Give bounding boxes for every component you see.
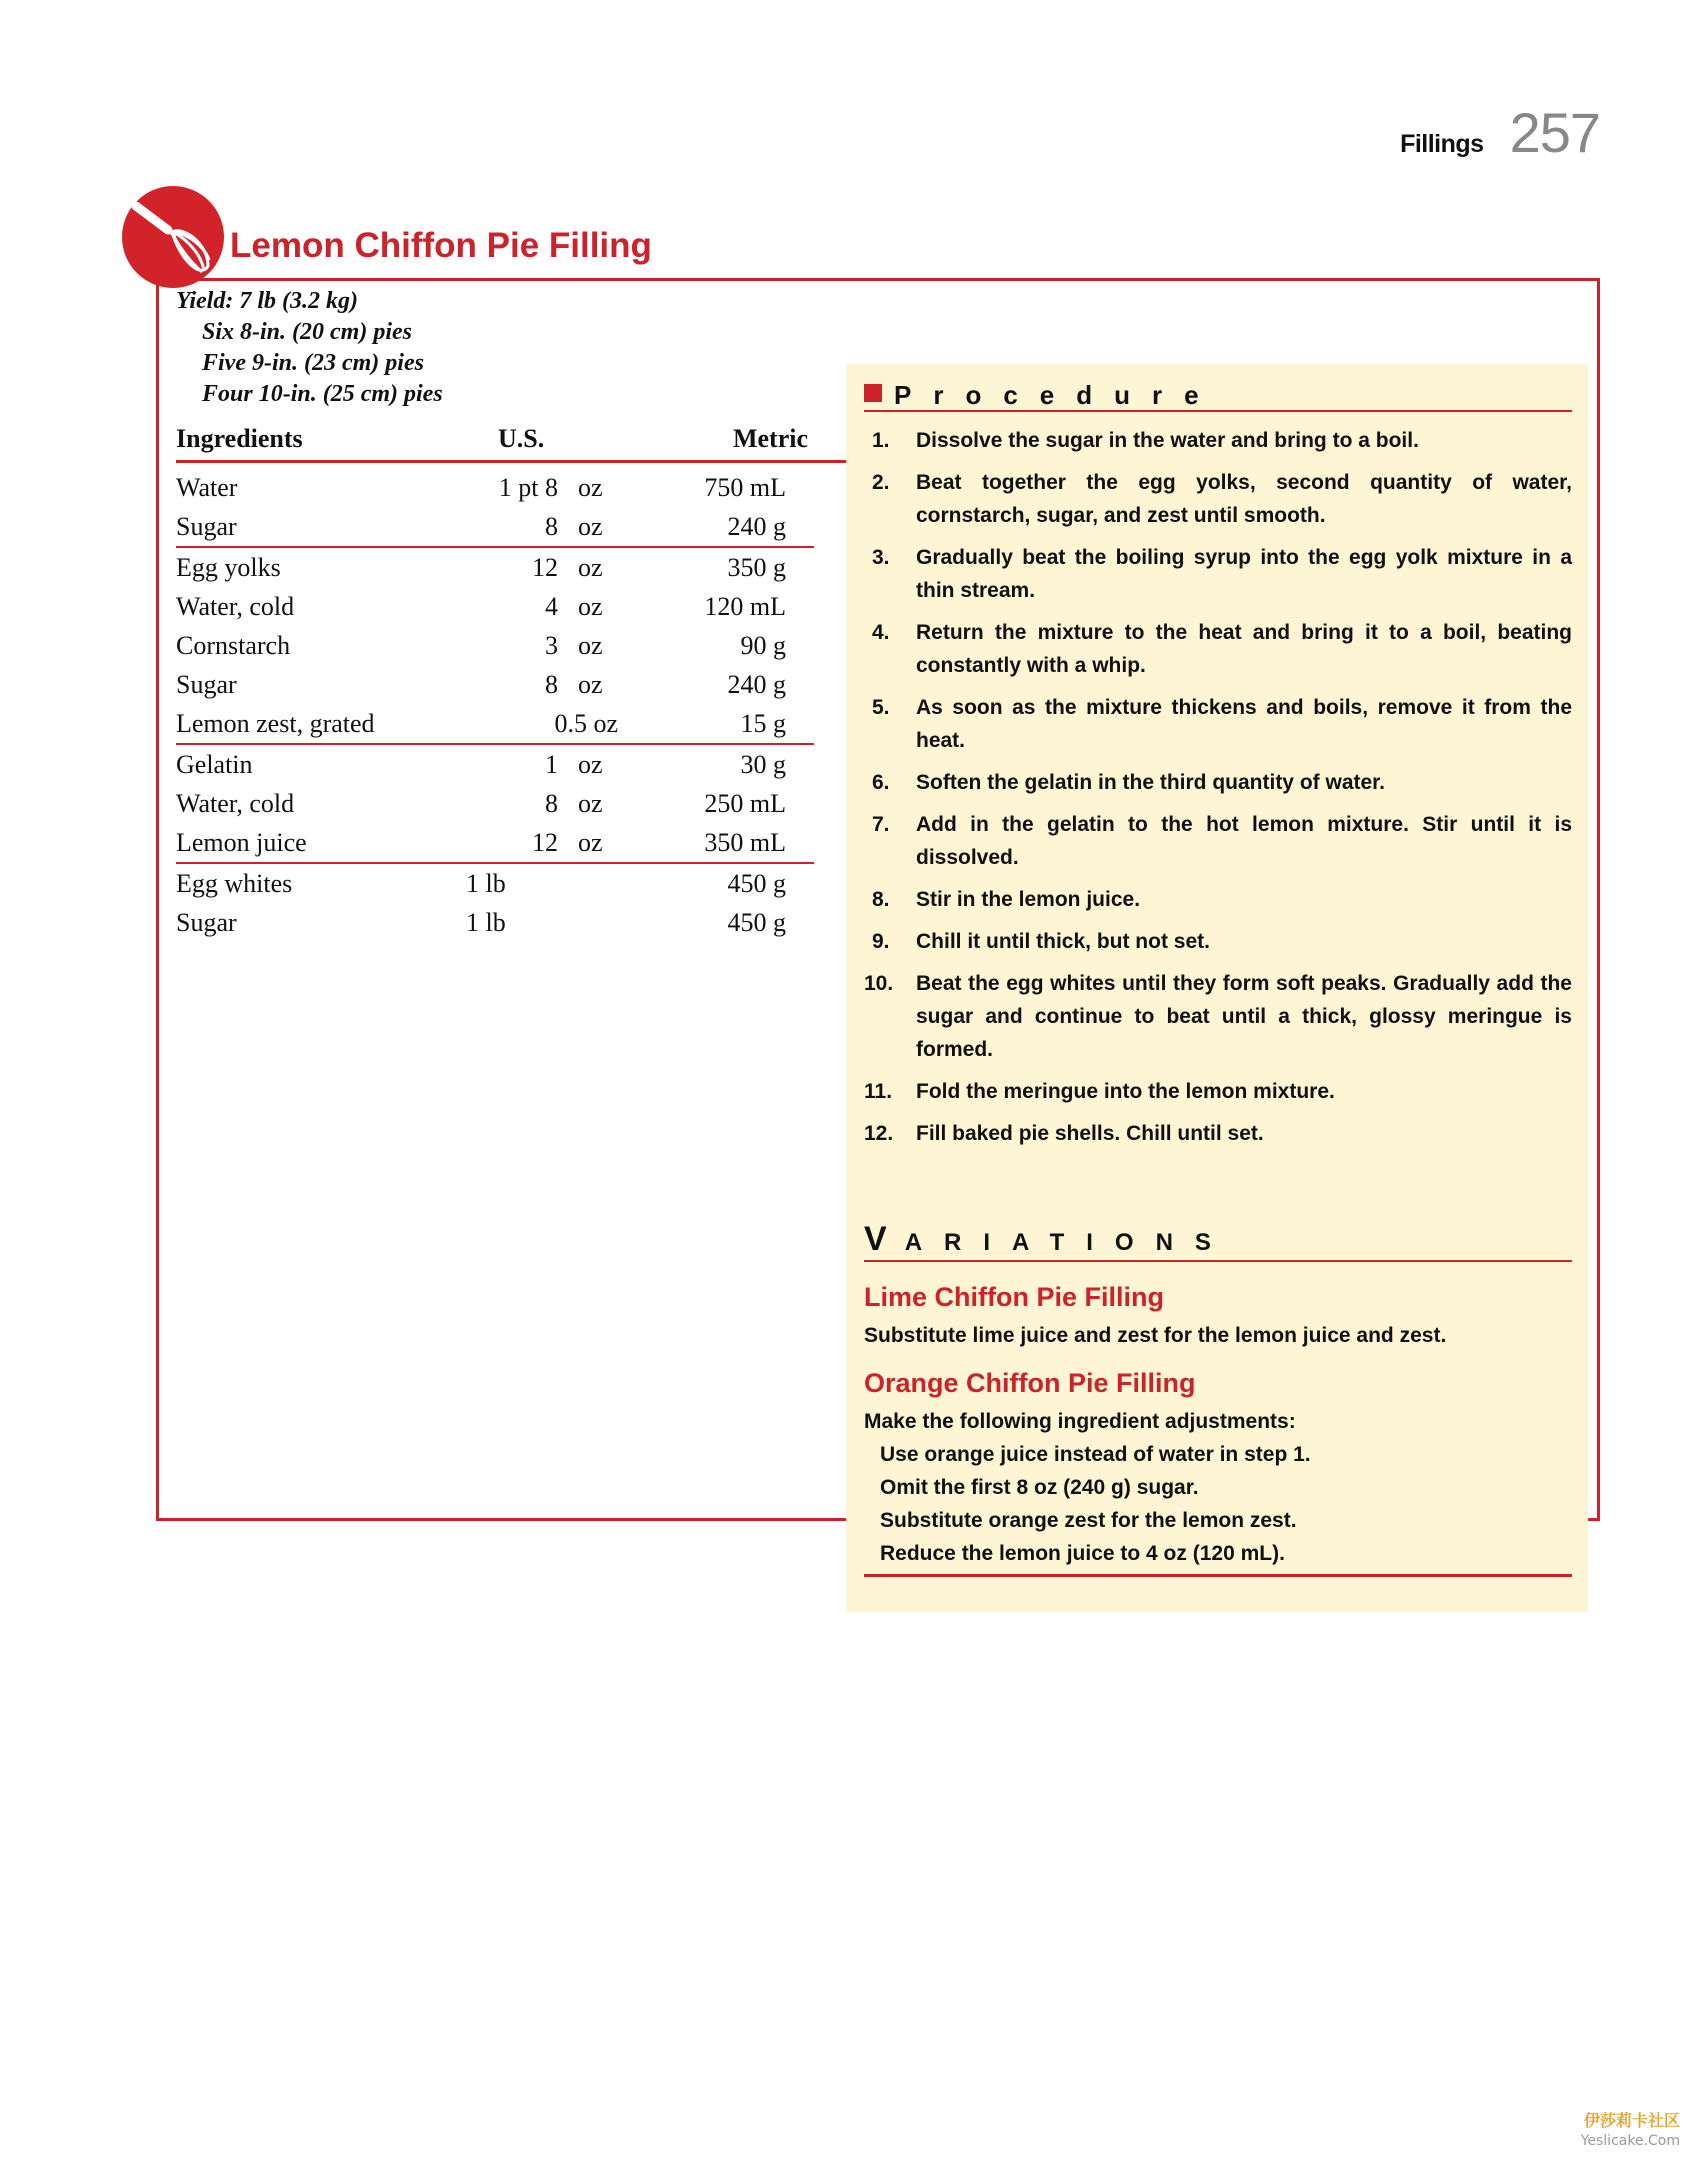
step-text: Add in the gelatin to the hot lemon mixture. Stir until it is dissolved. (916, 813, 1572, 869)
procedure-heading (864, 380, 1572, 412)
variation-title: Lime Chiffon Pie Filling (864, 1282, 1164, 1312)
us-column-header: U.S. (498, 424, 545, 453)
procedure-step (864, 1117, 1572, 1150)
ingredient-name: Egg yolks (176, 553, 281, 582)
ingredients-table (176, 468, 814, 942)
ingredient-name: Sugar (176, 908, 237, 937)
ingredient-us-qty: 0.5 oz (554, 709, 618, 738)
ingredient-metric-qty: 450 g (727, 869, 786, 898)
ingredient-row (176, 704, 814, 745)
step-text: Gradually beat the boiling syrup into the egg yolk mixture in a thin stream. (916, 546, 1572, 602)
step-text: Return the mixture to the heat and bring it to a boil, beating constantly with a whip. (916, 621, 1572, 677)
heading-marker-icon (864, 384, 882, 402)
ingredient-name: Sugar (176, 512, 237, 541)
ingredient-us-qty: 4 (545, 592, 558, 621)
ingredient-name: Sugar (176, 670, 237, 699)
step-text: Soften the gelatin in the third quantity of water. (916, 771, 1386, 794)
ingredient-us-unit: oz (578, 670, 603, 699)
ingredient-metric-qty: 120 mL (704, 592, 786, 621)
procedure-step (864, 1075, 1572, 1108)
ingredient-us-qty: 1 pt 8 (498, 473, 558, 502)
step-number: 10. (864, 972, 894, 995)
ingredient-name: Water, cold (176, 592, 295, 621)
step-number: 6. (872, 771, 890, 794)
procedure-step (864, 424, 1572, 457)
ingredient-us-unit: oz (578, 828, 603, 857)
variation-title: Orange Chiffon Pie Filling (864, 1368, 1196, 1398)
step-number: 3. (872, 546, 890, 569)
procedure-step (864, 466, 1572, 532)
watermark (1581, 2111, 1680, 2151)
ingredient-name: Cornstarch (176, 631, 291, 660)
ingredient-us-qty: 8 (545, 789, 558, 818)
ingredient-metric-qty: 450 g (727, 908, 786, 937)
variation-text: Substitute lime juice and zest for the lemon juice and zest. (864, 1324, 1447, 1347)
step-number: 11. (864, 1080, 893, 1103)
step-text: Stir in the lemon juice. (916, 888, 1141, 911)
step-text: Chill it until thick, but not set. (916, 930, 1210, 953)
ingredient-us-qty: 12 (532, 553, 558, 582)
ingredient-metric-qty: 90 g (740, 631, 786, 660)
step-text: Fold the meringue into the lemon mixture. (916, 1080, 1335, 1103)
ingredient-us-unit: oz (578, 789, 603, 818)
ingredient-metric-qty: 750 mL (704, 473, 786, 502)
step-text: Beat the egg whites until they form soft peaks. Gradually add the sugar and continue to beat until a thick, glossy meringue is formed. (916, 972, 1572, 1061)
ingredient-row (176, 587, 814, 626)
ingredient-name: Water, cold (176, 789, 295, 818)
ingredient-row (176, 823, 814, 864)
procedure-step (864, 808, 1572, 874)
ingredient-row (176, 468, 814, 507)
procedure-step (864, 691, 1572, 757)
variation-text: Make the following ingredient adjustments: (864, 1410, 1296, 1433)
variations-bottom-rule (864, 1574, 1572, 1577)
recipe-title: Lemon Chiffon Pie Filling (230, 226, 652, 265)
procedure-title: Procedure (894, 380, 1221, 410)
step-number: 1. (872, 429, 890, 452)
procedure-step (864, 883, 1572, 916)
metric-column-header: Metric (732, 424, 808, 453)
procedure-step (864, 541, 1572, 607)
step-number: 7. (872, 813, 890, 836)
procedure-step (864, 616, 1572, 682)
watermark-chinese: 伊莎莉卡社区 (1583, 2111, 1680, 2130)
adjustment-item: Omit the first 8 oz (240 g) sugar. (880, 1476, 1199, 1499)
ingredient-us-unit: oz (578, 631, 603, 660)
ingredient-row (176, 864, 814, 903)
ingredient-us-qty: 8 (545, 512, 558, 541)
ingredient-row (176, 903, 814, 942)
ingredient-us-unit: oz (578, 512, 603, 541)
ingredient-name: Gelatin (176, 750, 253, 779)
adjustment-item: Reduce the lemon juice to 4 oz (120 mL). (880, 1542, 1285, 1565)
ingredient-us-unit: oz (578, 473, 603, 502)
yield-line: Six 8-in. (20 cm) pies (202, 319, 412, 345)
ingredient-metric-qty: 30 g (740, 750, 786, 779)
adjustment-item: Use orange juice instead of water in step 1. (880, 1443, 1311, 1466)
step-number: 12. (864, 1122, 894, 1145)
adjustment-item: Substitute orange zest for the lemon zest. (880, 1509, 1297, 1532)
ingredient-us-qty: 1 lb (466, 869, 506, 898)
ingredient-row (176, 548, 814, 587)
ingredient-row (176, 507, 814, 548)
ingredient-us-qty: 1 (545, 750, 558, 779)
step-text: Fill baked pie shells. Chill until set. (916, 1122, 1264, 1145)
variations-heading (864, 1220, 1572, 1262)
ingredient-row (176, 626, 814, 665)
ingredient-us-qty: 8 (545, 670, 558, 699)
step-text: As soon as the mixture thickens and boils, remove it from the heat. (916, 696, 1572, 752)
page-number: 257 (1509, 101, 1600, 164)
variation-lime (864, 1282, 1572, 1352)
adjustment-list (864, 1438, 1572, 1570)
ingredient-metric-qty: 350 mL (704, 828, 786, 857)
ingredient-us-unit: oz (578, 592, 603, 621)
ingredient-metric-qty: 250 mL (704, 789, 786, 818)
ingredient-name: Water (176, 473, 238, 502)
ingredient-metric-qty: 240 g (727, 512, 786, 541)
step-number: 8. (872, 888, 890, 911)
ingredient-name: Lemon juice (176, 828, 307, 857)
ingredient-metric-qty: 15 g (740, 709, 786, 738)
procedure-steps (864, 424, 1572, 1159)
ingredients-column-header: Ingredients (176, 424, 303, 453)
ingredient-row (176, 745, 814, 784)
ingredient-row (176, 784, 814, 823)
whisk-icon (122, 186, 224, 288)
watermark-site: Yeslicake.Com (1580, 2133, 1680, 2149)
yield-line: Four 10-in. (25 cm) pies (202, 381, 443, 407)
ingredient-us-unit: oz (578, 553, 603, 582)
step-number: 2. (872, 471, 890, 494)
step-number: 4. (872, 621, 890, 644)
ingredient-us-unit: oz (578, 750, 603, 779)
running-header (1400, 100, 1600, 165)
section-name: Fillings (1400, 130, 1484, 158)
procedure-step (864, 766, 1572, 799)
ingredient-name: Lemon zest, grated (176, 709, 375, 738)
step-number: 9. (872, 930, 890, 953)
ingredient-us-qty: 3 (545, 631, 558, 660)
ingredient-name: Egg whites (176, 869, 293, 898)
variations-initial: V (864, 1220, 905, 1258)
procedure-step (864, 925, 1572, 958)
step-text: Dissolve the sugar in the water and bring to a boil. (916, 429, 1419, 452)
ingredient-us-qty: 1 lb (466, 908, 506, 937)
ingredients-header (176, 420, 846, 463)
yield-block (176, 286, 443, 410)
ingredient-metric-qty: 350 g (727, 553, 786, 582)
procedure-step (864, 967, 1572, 1066)
yield-main: Yield: 7 lb (3.2 kg) (176, 288, 358, 314)
step-text: Beat together the egg yolks, second quantity of water, cornstarch, sugar, and zest until smooth. (916, 471, 1572, 527)
ingredient-us-qty: 12 (532, 828, 558, 857)
step-number: 5. (872, 696, 890, 719)
variation-orange (864, 1368, 1572, 1570)
ingredient-metric-qty: 240 g (727, 670, 786, 699)
ingredient-row (176, 665, 814, 704)
variations-title: ARIATIONS (904, 1229, 1233, 1256)
yield-line: Five 9-in. (23 cm) pies (202, 350, 424, 376)
